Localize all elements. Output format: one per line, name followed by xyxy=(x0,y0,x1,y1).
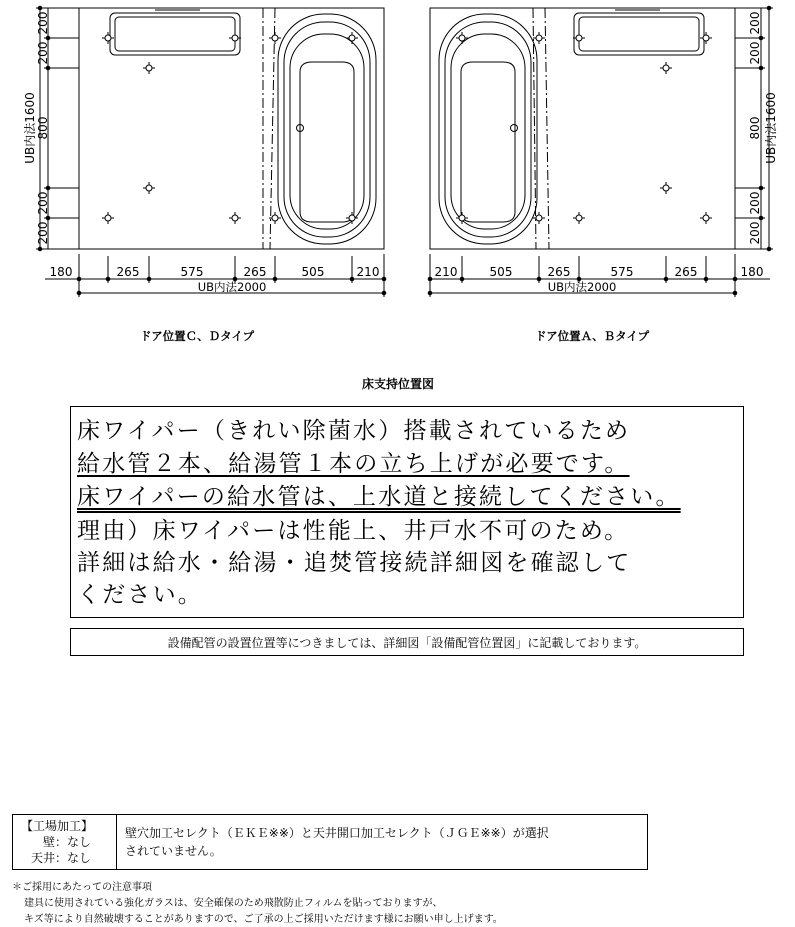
plan-left-hdim-4: 265 xyxy=(243,265,267,279)
notice-line-6: ください。 xyxy=(77,582,203,608)
factory-processing-labels xyxy=(13,815,117,869)
factory-ceiling: 天井：なし xyxy=(31,851,92,865)
notice-line-1: 床ワイパー（きれい除菌水）搭載されているため xyxy=(77,418,631,444)
plan-left-caption: ドア位置Ｃ、Ｄタイプ xyxy=(140,329,255,343)
plan-left-drawing xyxy=(79,8,384,249)
caution-line-1: 建具に使用されている強化ガラスは、安全確保のため飛散防止フィルムを貼っておりますが、 xyxy=(24,898,443,909)
factory-message xyxy=(117,815,549,869)
factory-processing-table xyxy=(12,814,648,870)
plan-right-vdim-5: 200 xyxy=(748,221,762,245)
floor-support-plans xyxy=(0,0,795,300)
plan-right-vdim-2: 200 xyxy=(748,41,762,65)
plan-right-hdim-5: 265 xyxy=(674,265,698,279)
plan-left-support-marks xyxy=(102,32,358,224)
plan-left-vertical-total: UB内法1600 xyxy=(23,92,37,164)
notice-line-4: 理由）床ワイパーは性能上、井戸水不可のため。 xyxy=(77,518,630,544)
plan-left-hdim-3: 575 xyxy=(180,265,204,279)
plan-left-hdim-2: 265 xyxy=(116,265,140,279)
plan-right-vdim-4: 200 xyxy=(748,191,762,215)
plan-right-hdim-3: 265 xyxy=(547,265,571,279)
plan-left-vdim-1: 200 xyxy=(36,11,50,35)
plan-right-vdim-1: 200 xyxy=(748,11,762,35)
reference-note-box xyxy=(70,628,744,656)
plan-left-vdim-4: 200 xyxy=(36,191,50,215)
plan-right-hdim-1: 210 xyxy=(434,265,458,279)
plan-left-vdim-3: 800 xyxy=(36,116,50,140)
plan-right-total: UB内法2000 xyxy=(547,280,617,294)
plan-right-vdim-3: 800 xyxy=(748,116,762,140)
plan-right-support-marks xyxy=(456,32,712,224)
plan-right-hdim-4: 575 xyxy=(610,265,634,279)
factory-title: 【工場加工】 xyxy=(21,819,94,833)
factory-wall: 壁：なし xyxy=(43,835,92,849)
notice-line-2: 給水管２本、給湯管１本の立ち上げが必要です。 xyxy=(77,451,630,477)
plan-left-vdim-2: 200 xyxy=(36,41,50,65)
notice-box xyxy=(70,406,744,618)
plan-right-drawing xyxy=(430,8,735,249)
factory-message-line-1: 壁穴加工セレクト（ＥＫＥ※※）と天井開口加工セレクト（ＪＧＥ※※）が選択 xyxy=(125,826,549,840)
notice-line-3: 床ワイパーの給水管は、上水道と接続してください。 xyxy=(77,484,681,510)
plan-left-hdim-1: 180 xyxy=(49,265,73,279)
plan-right-vertical-total: UB内法1600 xyxy=(764,92,778,164)
plan-right-caption: ドア位置Ａ、Ｂタイプ xyxy=(535,329,650,343)
caution-line-2: キズ等により自然破壊することがありますので、ご了承の上ご採用いただけます様にお願い申し上げます。 xyxy=(24,914,503,925)
caution-heading: ＊ご採用にあたっての注意事項 xyxy=(12,882,152,893)
factory-message-line-2: されていません。 xyxy=(125,844,222,858)
plan-left-vdim-5: 200 xyxy=(36,221,50,245)
plan-left-hdim-6: 210 xyxy=(356,265,380,279)
plan-right-hdim-6: 180 xyxy=(740,265,764,279)
section-title: 床支持位置図 xyxy=(362,377,435,391)
plan-left-total: UB内法2000 xyxy=(197,280,267,294)
plan-left-hdim-5: 505 xyxy=(301,265,325,279)
reference-note: 設備配管の設置位置等につきましては、詳細図「設備配管位置図」に記載しております。 xyxy=(167,635,647,650)
notice-line-5: 詳細は給水・給湯・追焚管接続詳細図を確認して xyxy=(77,550,632,576)
plan-right-hdim-2: 505 xyxy=(489,265,513,279)
